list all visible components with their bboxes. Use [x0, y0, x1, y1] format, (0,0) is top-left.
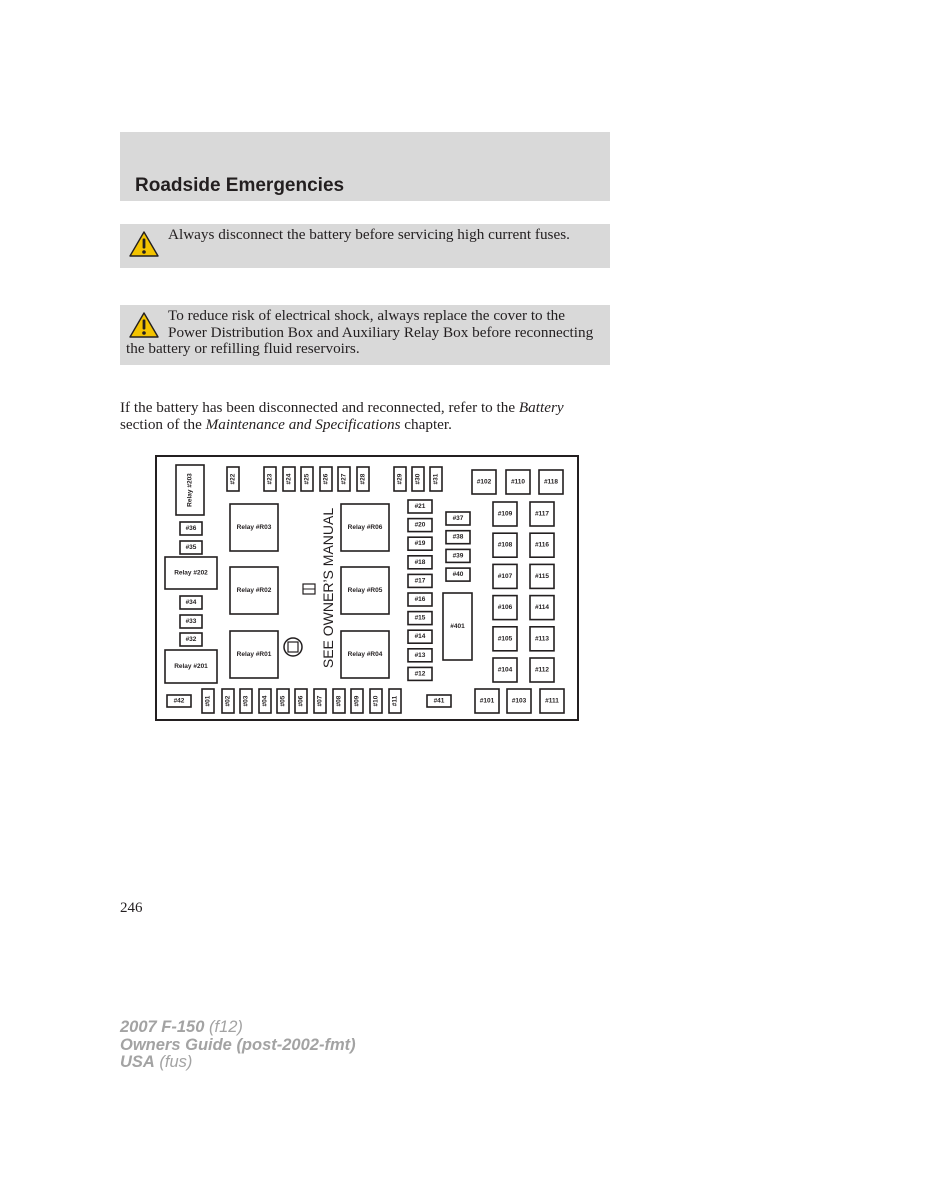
- fuse-18-label: #18: [414, 558, 426, 566]
- fuse-17-label: #17: [414, 577, 426, 585]
- footer-code: (f12): [204, 1018, 243, 1036]
- fuse-111-label: #111: [545, 697, 559, 705]
- fuse-19-label: #19: [414, 540, 426, 548]
- relay-203-label: Relay #203: [186, 473, 194, 507]
- footer-region-code: (fus): [154, 1053, 193, 1071]
- relay-201-label: Relay #201: [174, 663, 208, 670]
- fuse-05-label: #05: [279, 695, 287, 707]
- fuse-14-label: #14: [414, 633, 426, 641]
- fuse-25-label: #25: [303, 473, 311, 485]
- warning-text: Always disconnect the battery before servicing high current fuses.: [168, 226, 570, 243]
- fuse-30-label: #30: [414, 473, 422, 485]
- relay-r05-label: Relay #R05: [347, 587, 383, 594]
- fuse-112-label: #112: [534, 666, 550, 674]
- fuse-03-label: #03: [242, 695, 250, 707]
- battery-section-reference: Battery: [518, 399, 564, 416]
- fuse-27-label: #27: [340, 473, 348, 485]
- fuse-40-label: #40: [452, 571, 464, 579]
- lock-icon-body: [288, 642, 298, 652]
- fuse-106-label: #106: [497, 604, 513, 612]
- relay-r06-label: Relay #R06: [347, 524, 383, 531]
- fuse-10-label: #10: [372, 695, 380, 707]
- fuse-15-label: #15: [414, 614, 426, 622]
- fuse-38-label: #38: [452, 533, 464, 541]
- fuse-103-label: #103: [511, 697, 527, 705]
- fuse-41-label: #41: [433, 697, 445, 705]
- fuse-21-label: #21: [414, 503, 426, 510]
- fuse-11-label: #11: [391, 695, 399, 707]
- fuse-07-label: #07: [316, 695, 324, 707]
- fuse-08-label: #08: [335, 695, 343, 707]
- battery-reference-paragraph: [120, 400, 610, 433]
- fuse-34-label: #34: [185, 599, 197, 606]
- fuse-104-label: #104: [497, 666, 513, 674]
- fuse-09-label: #09: [353, 695, 361, 707]
- fuse-12-label: #12: [414, 670, 426, 678]
- fuse-35-label: #35: [185, 544, 197, 551]
- fuse-42-label: #42: [173, 697, 185, 705]
- fuse-32-label: #32: [185, 636, 197, 643]
- fuse-20-label: #20: [414, 521, 426, 529]
- warning-box: [120, 224, 610, 268]
- footer-guide: Owners Guide (post-2002-fmt): [120, 1035, 356, 1054]
- fuse-105-label: #105: [497, 635, 513, 643]
- fuse-113-label: #113: [534, 635, 550, 643]
- document-footer: [120, 1019, 356, 1072]
- see-owners-manual-label: SEE OWNER’S MANUAL: [320, 507, 336, 669]
- fuse-04-label: #04: [261, 695, 269, 707]
- fuse-117-label: #117: [534, 510, 550, 518]
- relay-r04-label: Relay #R04: [347, 651, 383, 658]
- fuse-02-label: #02: [224, 695, 232, 707]
- fuse-102-label: #102: [476, 478, 492, 486]
- fuse-33-label: #33: [185, 618, 197, 625]
- page-number: 246: [120, 900, 143, 916]
- relay-r01-label: Relay #R01: [236, 651, 272, 658]
- fuse-118-label: #118: [543, 478, 559, 486]
- fuse-06-label: #06: [297, 695, 305, 707]
- fuse-36-label: #36: [185, 525, 197, 532]
- fuse-31-label: #31: [432, 473, 440, 485]
- fuse-26-label: #26: [322, 473, 330, 485]
- relay-r03-label: Relay #R03: [236, 524, 272, 531]
- warning-text: To reduce risk of electrical shock, always replace the cover to the Power Distribution Box and Auxiliary Relay Box before reconnecting the battery or refilling fluid reservoirs.: [126, 307, 594, 357]
- fuse-108-label: #108: [497, 541, 513, 549]
- power-distribution-box-diagram: [150, 450, 585, 726]
- relay-r02-label: Relay #R02: [236, 587, 272, 594]
- fuse-101-label: #101: [479, 697, 495, 705]
- fuse-109-label: #109: [497, 510, 513, 518]
- fuse-28-label: #28: [359, 473, 367, 485]
- fuse-116-label: #116: [534, 541, 550, 549]
- fuse-110-label: #110: [510, 478, 526, 486]
- fuse-13-label: #13: [414, 651, 426, 659]
- footer-model: 2007 F-150: [120, 1018, 205, 1036]
- fuse-115-label: #115: [534, 572, 550, 580]
- fuse-23-label: #23: [266, 473, 274, 485]
- paragraph-text: If the battery has been disconnected and reconnected, refer to the: [120, 399, 519, 416]
- section-title: Roadside Emergencies: [135, 175, 345, 196]
- paragraph-text: chapter.: [400, 415, 452, 433]
- fuse-24-label: #24: [285, 473, 293, 485]
- fuse-22-label: #22: [229, 473, 237, 485]
- fuse-107-label: #107: [497, 572, 513, 580]
- fuse-01-label: #01: [204, 695, 212, 707]
- relay-202-label: Relay #202: [174, 569, 208, 577]
- fuse-37-label: #37: [452, 515, 464, 522]
- fuse-401-label: #401: [450, 623, 465, 630]
- maintenance-chapter-reference: Maintenance and Specifications: [205, 415, 401, 433]
- warning-box: [120, 305, 610, 365]
- fuse-16-label: #16: [414, 596, 426, 603]
- footer-region: USA: [120, 1053, 155, 1071]
- fuse-39-label: #39: [452, 552, 464, 560]
- fuse-29-label: #29: [396, 473, 404, 485]
- paragraph-text: section of the: [120, 415, 206, 433]
- fuse-114-label: #114: [534, 604, 550, 612]
